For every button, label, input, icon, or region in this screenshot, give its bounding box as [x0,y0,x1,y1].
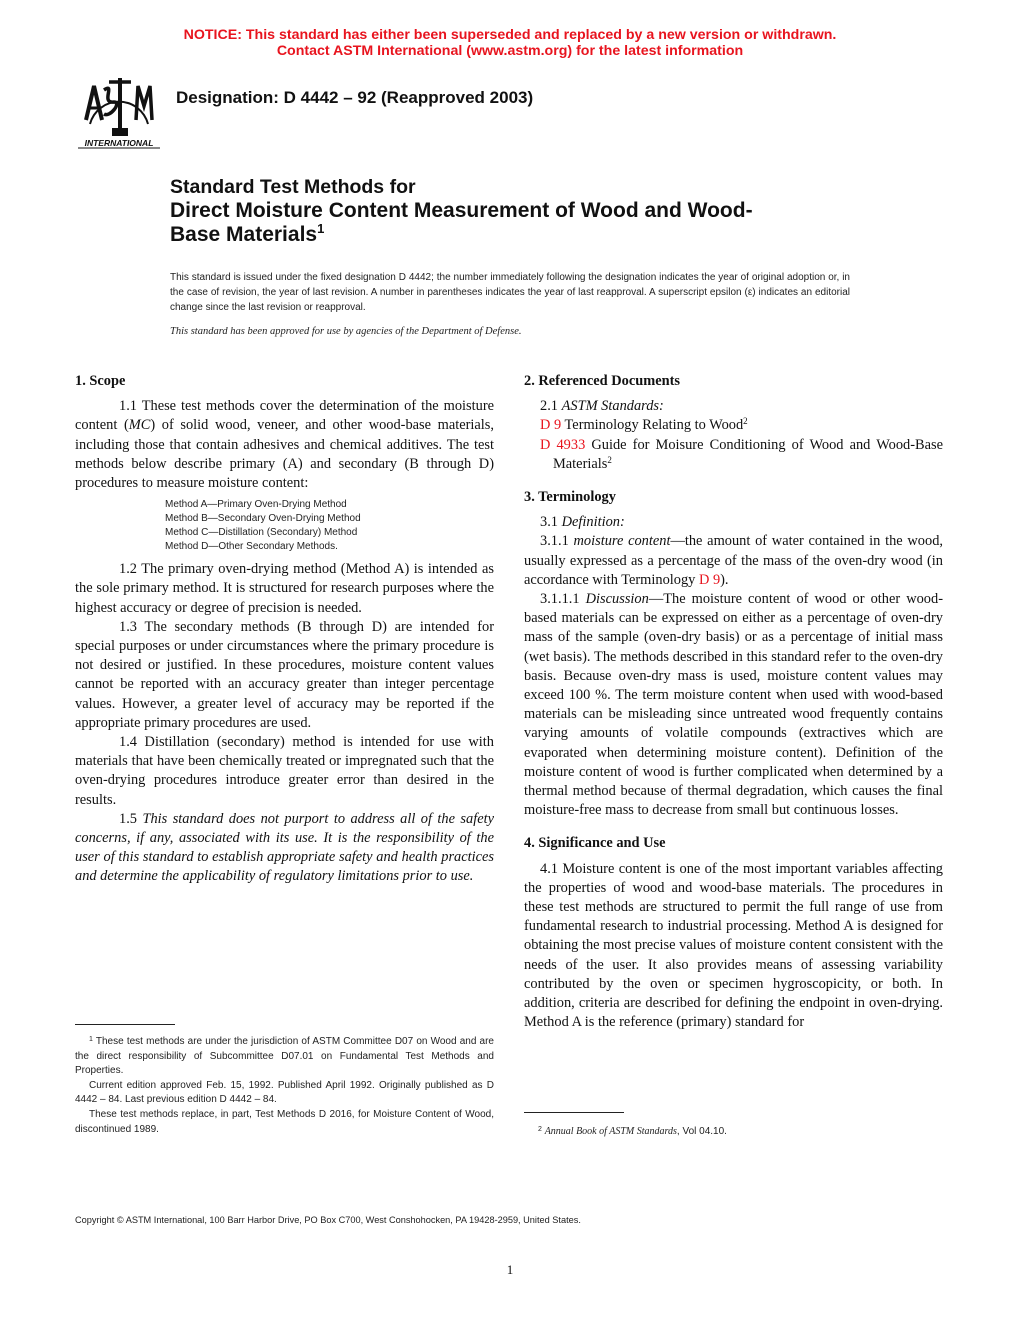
astm-logo [76,72,162,150]
footnote-rule-right [524,1112,624,1113]
section-3-heading: 3. Terminology [524,489,616,506]
issued-note: This standard is issued under the fixed designation D 4442; the number immediately following the designation indicates the year of original adoption or, in the case of revision, the year of last revision. A number in parentheses indicates the year of last reapproval. A superscript epsilon (ε) indicates an editorial change since the last revision or reapproval. [170,272,850,313]
paragraph-1-2: 1.2 The primary oven-drying method (Method A) is intended as the sole primary method. It is structured for research purposes where the highest accuracy or degree of precision is needed. [75,561,494,616]
paragraph-3-1-1-1: 3.1.1.1 Discussion—The moisture content of wood or other wood-based materials can be expressed on either as a percentage of oven-dry mass of the sample (oven-dry basis) or as a percentage of initial mass (wet basis). The methods described in this standard refer to the oven-dry basis. Because oven-dry mass is used, moisture content values may exceed 100 %. The term moisture content when used with wood-based materials can be misleading since untreated wood frequently contains varying amounts of volatile compounds (extractives which are evaporated when determining moisture content). Definition of the moisture content of wood is further complicated when determined by a thermal method because of thermal degradation, which causes the final moisture-free mass to decrease from small but continuous losses. [524,591,943,819]
notice-line-1: NOTICE: This standard has either been superseded and replaced by a new version or withdrawn. [183,27,837,43]
document-title [170,175,870,247]
footnote-rule-left [75,1024,175,1025]
paragraph-3-1-1: 3.1.1 moisture content—the amount of water contained in the wood, usually expressed as a percentage of the mass of the oven-dry wood (in accordance with Terminology D 9). [524,533,943,588]
title-line-3: Base Materials [170,223,318,246]
left-column [75,372,494,887]
page-number: 1 [506,1262,514,1277]
reference-d4933: D 4933 Guide for Moisure Conditioning of Wood and Wood-Base Materials$^2$ [540,436,943,472]
section-2-heading: 2. Referenced Documents [524,373,680,389]
designation: Designation: D 4442 – 92 (Reapproved 2003) [176,88,534,107]
reference-link[interactable]: D 9 [698,571,721,588]
paragraph-4-1: 4.1 Moisture content is one of the most important variables affecting the properties of wood and wood-base materials. The procedures in these test methods are structured to permit the full range of use from fundamental research to industrial processing. Method A is designed for obtaining the most precise values of moisture content consistent with the needs of the user. It also provides means of assessing variability contributed by the oven or specimen hygroscopicity, or both. In addition, criteria are described for defining the endpoint in oven-drying. Method A is the reference (primary) standard for [524,860,943,1031]
paragraph-1-3: 1.3 The secondary methods (B through D) are intended for special purposes or under circumstances where the primary procedure is not desired or justified. In these procedures, moisture content values cannot be reported with an accuracy greater than integer percentage values. However, a greater level of accuracy may be reported if the appropriate primary procedures are used. [75,618,494,731]
paragraph-1-1: 1.1 These test methods cover the determination of the moisture content (MC) of solid wood, veneer, and other wood-base materials, including those that contain adhesives and chemical additives. The test methods below describe primary (A) and secondary (B through D) procedures to measure moisture content: [75,398,494,492]
copyright: Copyright © ASTM International, 100 Barr Harbor Drive, PO Box C700, West Conshohocken, PA 19428-2959, United States. [75,1215,581,1225]
paragraph-1-4: 1.4 Distillation (secondary) method is intended for use with materials that have been chemically treated or impregnated such that the oven-drying procedures introduce greater error than desired in the results. [75,734,494,808]
title-footnote-mark: 1 [317,221,325,236]
section-4-heading: 4. Significance and Use [524,835,666,852]
logo-subtext: INTERNATIONAL [84,138,154,148]
paragraph-2-1: 2.1 ASTM Standards: [540,398,664,415]
method-item: Method D—Other Secondary Methods. [165,541,338,553]
paragraph-3-1: 3.1 Definition: [540,514,625,531]
footnote-replace: These test methods replace, in part, Test Methods D 2016, for Moisture Content of Wood, discontinued 1989. [75,1108,494,1135]
method-item: Method C—Distillation (Secondary) Method [165,527,358,539]
method-item: Method A—Primary Oven-Drying Method [165,499,347,511]
footnotes-left [75,1035,494,1137]
section-1-heading: 1. Scope [75,373,126,389]
footnote-1: $^1$ These test methods are under the jurisdiction of ASTM Committee D07 on Wood and are the direct responsibility of Subcommittee D07.01 on Fundamental Test Methods and Properties. [75,1036,494,1077]
approved-note: This standard has been approved for use by agencies of the Department of Defense. [170,326,522,337]
paragraph-1-5: 1.5 This standard does not purport to address all of the safety concerns, if any, associated with its use. It is the responsibility of the user of this standard to establish appropriate safety and health practices and determine the applicability of regulatory limitations prior to use. [75,810,494,885]
reference-link[interactable]: D 4933 [540,436,586,453]
notice-line-2: Contact ASTM International (www.astm.org) for the latest information [276,43,744,59]
title-line-2: Direct Moisture Content Measurement of Wood and Wood- [170,199,753,222]
footnote-edition: Current edition approved Feb. 15, 1992. Published April 1992. Originally published as D 4442 – 84. Last previous edition D 4442 – 84. [75,1079,494,1106]
footnote-2: $^2$ Annual Book of ASTM Standards, Vol 04.10. [538,1126,727,1137]
reference-d9: D 9 Terminology Relating to Wood$^2$ [540,416,748,434]
right-column [524,372,943,1033]
methods-list [165,498,494,554]
title-line-1: Standard Test Methods for [170,176,416,198]
method-item: Method B—Secondary Oven-Drying Method [165,513,361,525]
reference-link[interactable]: D 9 [540,417,562,434]
